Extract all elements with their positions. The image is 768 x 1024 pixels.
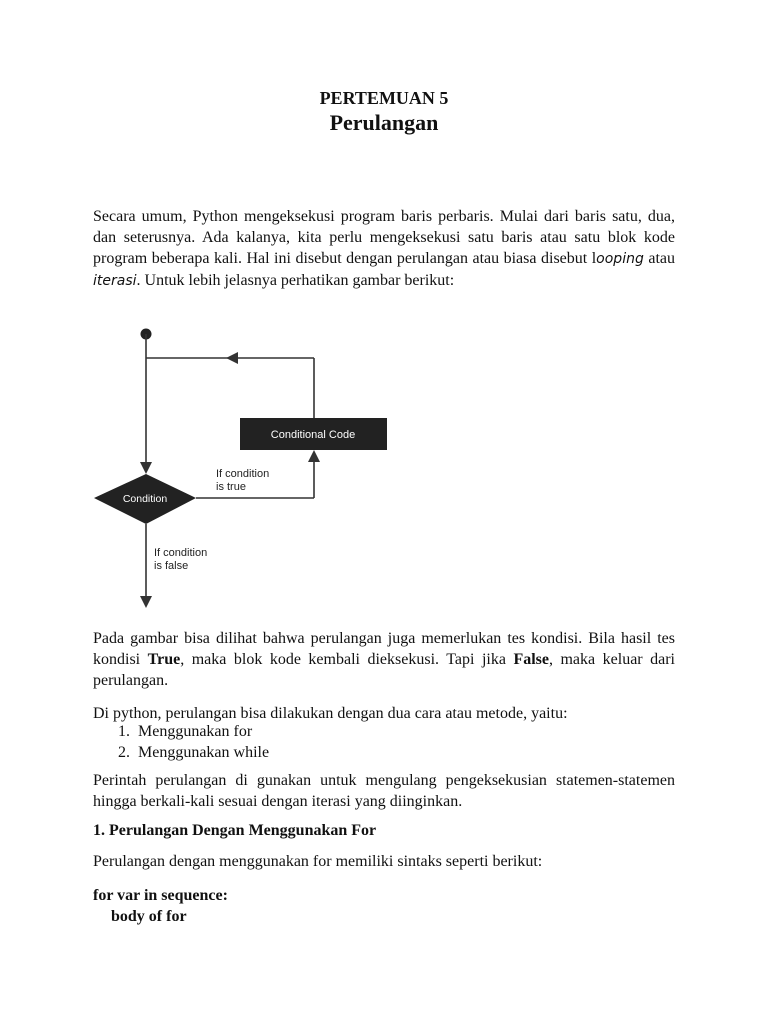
syntax-line-2: body of for bbox=[111, 908, 187, 925]
section-heading-for: 1. Perulangan Dengan Menggunakan For bbox=[93, 822, 377, 839]
list-item bbox=[118, 742, 269, 763]
iterasi-term: iterasi bbox=[93, 273, 137, 289]
p2-part3: , maka keluar dari perulangan. bbox=[93, 651, 675, 689]
topic-title: Perulangan bbox=[329, 110, 439, 135]
conditional-code-label: Conditional Code bbox=[270, 429, 356, 441]
condition-explanation-paragraph bbox=[93, 628, 675, 691]
true-keyword: True bbox=[147, 651, 181, 668]
loop-purpose-paragraph: Perintah perulangan di gunakan untuk mengulang pengeksekusian statemen-statemen hingga berkali-kali sesuai dengan iterasi yang diinginkan. bbox=[93, 772, 675, 810]
intro-text: Secara umum, Python mengeksekusi program baris perbaris. Mulai dari baris satu, dua, dan seterusnya. Ada kalanya, kita perlu mengeksekusi satu baris atau satu blok kode program beberapa kali. Hal ini disebut dengan perulangan atau biasa disebut l bbox=[93, 208, 675, 267]
false-label-line1: If condition bbox=[154, 547, 208, 559]
looping-term: ooping bbox=[596, 251, 644, 267]
true-path-arrowhead bbox=[308, 450, 320, 462]
list-item bbox=[118, 721, 269, 742]
intro-connector: atau bbox=[643, 250, 675, 267]
list-item-number: 2. bbox=[118, 744, 130, 761]
methods-intro-paragraph: Di python, perulangan bisa dilakukan dengan dua cara atau metode, yaitu: bbox=[93, 705, 568, 722]
intro-ending: . Untuk lebih jelasnya perhatikan gambar berikut: bbox=[136, 272, 455, 289]
true-label-line1: If condition bbox=[216, 468, 270, 480]
p2-part1: Pada gambar bisa dilihat bahwa perulangan juga memerlukan tes kondisi. Bila hasil tes kondisi bbox=[93, 630, 675, 668]
methods-list bbox=[118, 721, 269, 763]
true-label-line2: is true bbox=[216, 481, 246, 493]
false-keyword: False bbox=[513, 651, 549, 668]
list-item-label: Menggunakan for bbox=[138, 723, 253, 740]
condition-label: Condition bbox=[122, 493, 168, 505]
p2-part2: , maka blok kode kembali dieksekusi. Tapi jika bbox=[180, 651, 514, 668]
condition-entry-arrowhead bbox=[140, 462, 152, 474]
loopback-arrowhead bbox=[226, 352, 238, 364]
list-item-number: 1. bbox=[118, 723, 130, 740]
syntax-intro-paragraph: Perulangan dengan menggunakan for memiliki sintaks seperti berikut: bbox=[93, 853, 543, 870]
false-label-line2: is false bbox=[154, 560, 189, 572]
false-path-arrowhead bbox=[140, 596, 152, 608]
syntax-line-1: for var in sequence: bbox=[93, 887, 228, 904]
list-item-label: Menggunakan while bbox=[138, 744, 270, 761]
meeting-title: PERTEMUAN 5 bbox=[319, 88, 449, 108]
